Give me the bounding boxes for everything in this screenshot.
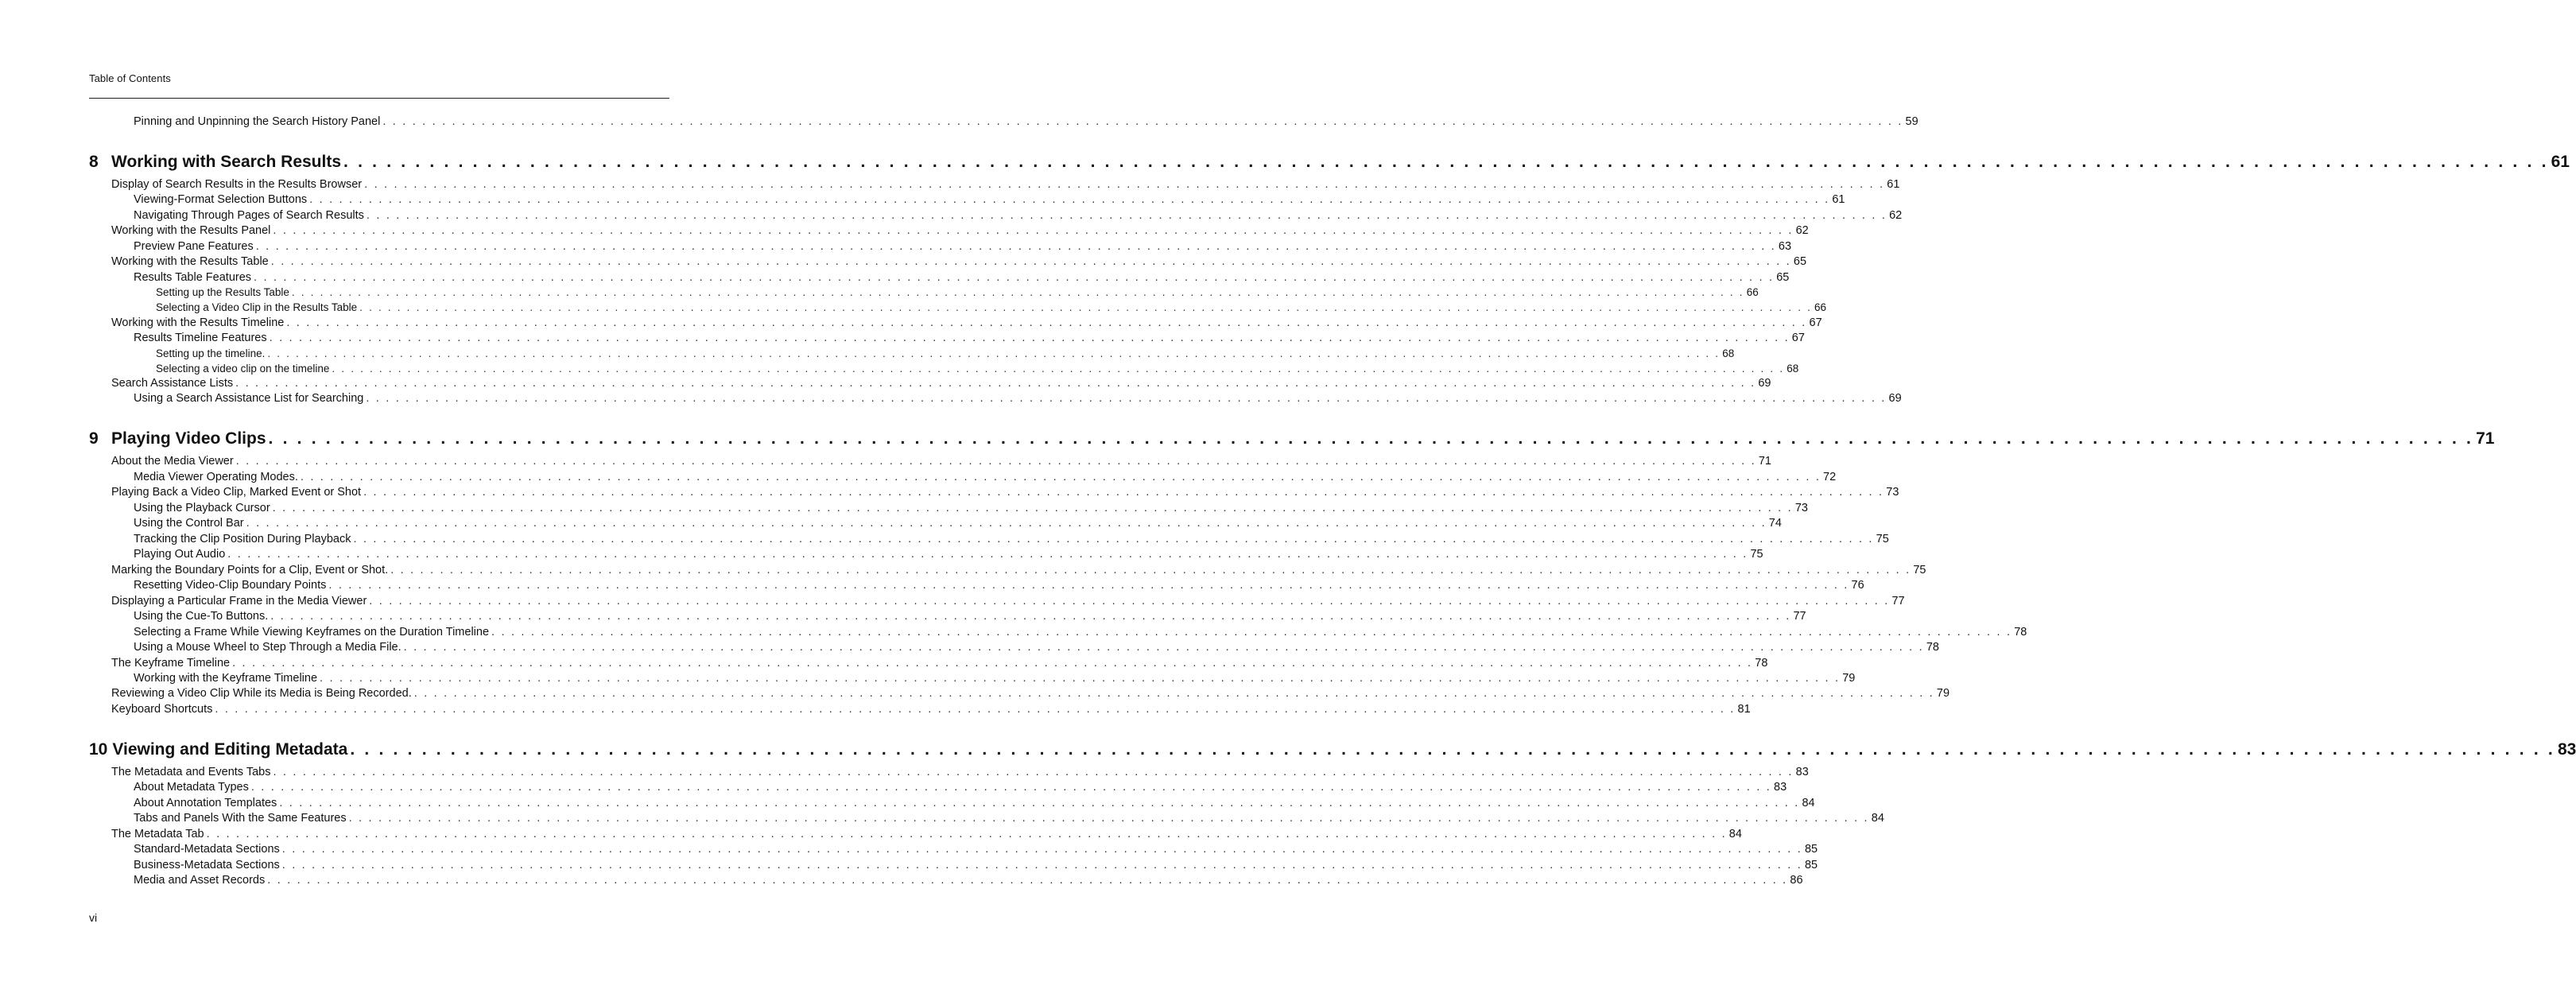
toc-entry[interactable]: [134, 115, 1918, 130]
toc-entry-page: 63: [1778, 240, 1792, 253]
toc-entry-page: 78: [2014, 626, 2027, 638]
toc-entry-title: Navigating Through Pages of Search Results: [134, 209, 364, 222]
toc-leader: . . . . . . . . . . . . . . . . . . . . . . . . . . . . . . . . . . . . . . . . . . . . . . . . . . . . . . . . . . . . . . . . . . . . . . . . . . . . . . . . . . . . . . . . . . . . . . . . . . . . . . . . . . . . . . . . . . . . . . . . . . . . . . . . . . . . . . . . . . . . . . . . . . . . . . . . . .: [246, 517, 1767, 530]
toc-leader: . . . . . . . . . . . . . . . . . . . . . . . . . . . . . . . . . . . . . . . . . . . . . . . . . . . . . . . . . . . . . . . . . . . . . . . . . . . . . . . . . . . . . . . . . . . . . . . . . . . . . . . . . . . . . . . . . . . . . . . . . . . . . . . . . . . . . . . . . . . . . . . . . . . . . . . . . .: [366, 209, 1887, 222]
running-header: Table of Contents: [89, 72, 171, 84]
toc-entry-page: 67: [1791, 332, 1805, 344]
toc-entry[interactable]: [134, 641, 1939, 656]
toc-entry-title: The Keyframe Timeline: [111, 657, 231, 670]
toc-leader: . . . . . . . . . . . . . . . . . . . . . . . . . . . . . . . . . . . . . . . . . . . . . . . . . . . . . . . . . . . . . . . . . . . . . . . . . . . . . . . . . . . . . . . . . . . . . . . . . . . . . . . . . . . . . . . . . . . . . . . . . . . . . . . . . . . . . . . . . . . . . . . . . . . . . . . . . .: [270, 255, 1791, 268]
chapter-number: 8: [89, 153, 99, 171]
toc-entry-page: 65: [1793, 255, 1807, 268]
toc-leader: . . . . . . . . . . . . . . . . . . . . . . . . . . . . . . . . . . . . . . . . . . . . . . . . . . . . . . . . . . . . . . . . . . . . . . . . . . . . . . . . . . . . . . . . . . . . . . . . . . . . . . . . . . . . . . . . . . . . . . . . . . . . . . . . . . . . . . . . . . . . . . . . . . . . . . . . . .: [268, 429, 2474, 448]
toc-entry[interactable]: [134, 332, 1805, 347]
toc-leader: . . . . . . . . . . . . . . . . . . . . . . . . . . . . . . . . . . . . . . . . . . . . . . . . . . . . . . . . . . . . . . . . . . . . . . . . . . . . . . . . . . . . . . . . . . . . . . . . . . . . . . . . . . . . . . . . . . . . . . . . . . . . . . . . . . . . . . . . . . . . . . . . . . . . . . . . . .: [348, 812, 1869, 825]
toc-leader: . . . . . . . . . . . . . . . . . . . . . . . . . . . . . . . . . . . . . . . . . . . . . . . . . . . . . . . . . . . . . . . . . . . . . . . . . . . . . . . . . . . . . . . . . . . . . . . . . . . . . . . . . . . . . . . . . . . . . . . . . . . . . . . . . . . . . . . . . . . . . . . . . . . . . . . . . .: [270, 610, 1791, 623]
toc-entry[interactable]: [111, 377, 1771, 392]
toc-entry[interactable]: [134, 209, 1903, 224]
toc-entry-page: 74: [1768, 517, 1782, 530]
toc-entry-page: 62: [1795, 224, 1809, 237]
toc-entry-page: 77: [1891, 595, 1905, 607]
toc-entry-title: Standard-Metadata Sections: [134, 843, 280, 856]
toc-entry-page: 75: [1750, 548, 1763, 561]
toc-leader: . . . . . . . . . . . . . . . . . . . . . . . . . . . . . . . . . . . . . . . . . . . . . . . . . . . . . . . . . . . . . . . . . . . . . . . . . . . . . . . . . . . . . . . . . . . . . . . . . . . . . . . . . . . . . . . . . . . . . . . . . . . . . . . . . . . . . . . . . . . . . . . . . . . . . . . . . .: [281, 843, 1802, 856]
toc-entry-title: About the Media Viewer: [111, 455, 234, 468]
toc-entry-page: 62: [1889, 209, 1903, 222]
toc-entry-page: 75: [1913, 564, 1926, 576]
toc-leader: . . . . . . . . . . . . . . . . . . . . . . . . . . . . . . . . . . . . . . . . . . . . . . . . . . . . . . . . . . . . . . . . . . . . . . . . . . . . . . . . . . . . . . . . . . . . . . . . . . . . . . . . . . . . . . . . . . . . . . . . . . . . . . . . . . . . . . . . . . . . . . . . . . . . . . . . . .: [272, 502, 1793, 514]
toc-leader: . . . . . . . . . . . . . . . . . . . . . . . . . . . . . . . . . . . . . . . . . . . . . . . . . . . . . . . . . . . . . . . . . . . . . . . . . . . . . . . . . . . . . . . . . . . . . . . . . . . . . . . . . . . . . . . . . . . . . . . . . . . . . . . . . . . . . . . . . . . . . . . . . . . . . . . . . .: [250, 781, 1772, 794]
toc-entry-page: 81: [1737, 703, 1751, 716]
toc-leader: . . . . . . . . . . . . . . . . . . . . . . . . . . . . . . . . . . . . . . . . . . . . . . . . . . . . . . . . . . . . . . . . . . . . . . . . . . . . . . . . . . . . . . . . . . . . . . . . . . . . . . . . . . . . . . . . . . . . . . . . . . . . . . . . . . . . . . . . . . . . . . . . . . . . . . . . . .: [363, 486, 1884, 499]
toc-leader: . . . . . . . . . . . . . . . . . . . . . . . . . . . . . . . . . . . . . . . . . . . . . . . . . . . . . . . . . . . . . . . . . . . . . . . . . . . . . . . . . . . . . . . . . . . . . . . . . . . . . . . . . . . . . . . . . . . . . . . . . . . . . . . . . . . . . . . . . . . . . . . . . . . . . . . . . .: [382, 115, 1903, 128]
toc-leader: . . . . . . . . . . . . . . . . . . . . . . . . . . . . . . . . . . . . . . . . . . . . . . . . . . . . . . . . . . . . . . . . . . . . . . . . . . . . . . . . . . . . . . . . . . . . . . . . . . . . . . . . . . . . . . . . . . . . . . . . . . . . . . . . . . . . . . . . . . . . . . . . . . . . . . . . . .: [206, 828, 1727, 840]
toc-leader: . . . . . . . . . . . . . . . . . . . . . . . . . . . . . . . . . . . . . . . . . . . . . . . . . . . . . . . . . . . . . . . . . . . . . . . . . . . . . . . . . . . . . . . . . . . . . . . . . . . . . . . . . . . . . . . . . . . . . . . . . . . . . . . . . . . . . . . . . . . . . . . . . . . . . . . . . .: [254, 271, 1775, 284]
toc-entry[interactable]: [134, 517, 1782, 532]
toc-entry[interactable]: [134, 271, 1790, 286]
toc-entry-page: 83: [1774, 781, 1787, 794]
toc-entry[interactable]: [134, 874, 1803, 889]
toc-entry-page: 69: [1758, 377, 1771, 390]
chapter-title: Playing Video Clips: [111, 429, 266, 448]
toc-entry-title: Using a Search Assistance List for Searching: [134, 392, 364, 405]
toc-entry-title: Displaying a Particular Frame in the Media Viewer: [111, 595, 367, 607]
toc-entry[interactable]: [156, 363, 1799, 377]
toc-entry-title: Selecting a video clip on the timeline: [156, 363, 330, 375]
chapter-page: 71: [2476, 429, 2495, 448]
toc-entry[interactable]: [111, 657, 1768, 672]
toc-entry-title: Viewing-Format Selection Buttons: [134, 193, 308, 206]
toc-entry-page: 84: [1728, 828, 1742, 840]
toc-leader: . . . . . . . . . . . . . . . . . . . . . . . . . . . . . . . . . . . . . . . . . . . . . . . . . . . . . . . . . . . . . . . . . . . . . . . . . . . . . . . . . . . . . . . . . . . . . . . . . . . . . . . . . . . . . . . . . . . . . . . . . . . . . . . . . . . . . . . . . . . . . . . . . . . . . . . . . .: [300, 471, 1821, 483]
toc-entry[interactable]: [134, 193, 1845, 208]
toc-entry-page: 67: [1809, 316, 1822, 329]
toc-entry-page: 75: [1876, 533, 1889, 545]
page-number: vi: [89, 911, 98, 924]
toc-leader: . . . . . . . . . . . . . . . . . . . . . . . . . . . . . . . . . . . . . . . . . . . . . . . . . . . . . . . . . . . . . . . . . . . . . . . . . . . . . . . . . . . . . . . . . . . . . . . . . . . . . . . . . . . . . . . . . . . . . . . . . . . . . . . . . . . . . . . . . . . . . . . . . . . . . . . . . .: [403, 641, 1924, 654]
toc-entry-title: Playing Back a Video Clip, Marked Event or Shot: [111, 486, 362, 499]
toc-entry[interactable]: [156, 301, 1827, 316]
toc-entry[interactable]: [111, 564, 1926, 579]
toc-entry-title: Working with the Results Timeline: [111, 316, 285, 329]
chapter-page: 61: [2551, 153, 2570, 171]
toc-entry-page: 85: [1804, 859, 1818, 871]
toc-leader: . . . . . . . . . . . . . . . . . . . . . . . . . . . . . . . . . . . . . . . . . . . . . . . . . . . . . . . . . . . . . . . . . . . . . . . . . . . . . . . . . . . . . . . . . . . . . . . . . . . . . . . . . . . . . . . . . . . . . . . . . . . . . . . . . . . . . . . . . . . . . . . . . . . . . . . . . .: [267, 347, 1721, 359]
toc-entry[interactable]: [134, 392, 1902, 407]
toc-entry-title: Business-Metadata Sections: [134, 859, 280, 871]
toc-entry-page: 65: [1776, 271, 1790, 284]
toc-entry-title: Keyboard Shortcuts: [111, 703, 213, 716]
toc-entry-page: 76: [1851, 579, 1864, 592]
toc-entry-page: 68: [1787, 363, 1799, 375]
toc-entry-title: Using the Playback Cursor: [134, 502, 270, 514]
toc-entry[interactable]: [156, 286, 1759, 301]
toc-entry[interactable]: [134, 859, 1818, 874]
chapter-title: Working with Search Results: [111, 153, 342, 171]
toc-entry-title: Preview Pane Features: [134, 240, 254, 253]
toc-entry-title: Results Timeline Features: [134, 332, 267, 344]
toc-entry[interactable]: [111, 595, 1905, 610]
toc-entry-title: Selecting a Frame While Viewing Keyframes on the Duration Timeline: [134, 626, 490, 638]
toc-entry[interactable]: [111, 828, 1742, 843]
toc-leader: . . . . . . . . . . . . . . . . . . . . . . . . . . . . . . . . . . . . . . . . . . . . . . . . . . . . . . . . . . . . . . . . . . . . . . . . . . . . . . . . . . . . . . . . . . . . . . . . . . . . . . . . . . . . . . . . . . . . . . . . . . . . . . . . . . . . . . . . . . . . . . . . . . . . . . . . . .: [273, 224, 1794, 237]
toc-leader: . . . . . . . . . . . . . . . . . . . . . . . . . . . . . . . . . . . . . . . . . . . . . . . . . . . . . . . . . . . . . . . . . . . . . . . . . . . . . . . . . . . . . . . . . . . . . . . . . . . . . . . . . . . . . . . . . . . . . . . . . . . . . . . . . . . . . . . . . . . . . . . . . . . . . . . . . .: [491, 626, 2012, 638]
toc-entry-title: Setting up the Results Table: [156, 286, 289, 298]
toc-leader: . . . . . . . . . . . . . . . . . . . . . . . . . . . . . . . . . . . . . . . . . . . . . . . . . . . . . . . . . . . . . . . . . . . . . . . . . . . . . . . . . . . . . . . . . . . . . . . . . . . . . . . . . . . . . . . . . . . . . . . . . . . . . . . . . . . . . . . . . . . . . . . . . . . . . . . . . .: [320, 672, 1841, 685]
toc-entry[interactable]: [111, 178, 1900, 193]
toc-entry-title: Pinning and Unpinning the Search History Panel: [134, 115, 381, 128]
chapter-number: 10: [89, 740, 108, 759]
toc-entry[interactable]: [111, 224, 1809, 239]
toc-entry[interactable]: [111, 703, 1751, 718]
toc-entry-page: 84: [1802, 797, 1815, 809]
toc-entry-page: 84: [1871, 812, 1884, 825]
toc-entry-title: Resetting Video-Clip Boundary Points: [134, 579, 327, 592]
toc-leader: . . . . . . . . . . . . . . . . . . . . . . . . . . . . . . . . . . . . . . . . . . . . . . . . . . . . . . . . . . . . . . . . . . . . . . . . . . . . . . . . . . . . . . . . . . . . . . . . . . . . . . . . . . . . . . . . . . . . . . . . . . . . . . . . . . . . . . . . . . . . . . . . . . . . . . . . . .: [286, 316, 1807, 329]
toc-entry-title: Using the Control Bar: [134, 517, 244, 530]
toc-entry[interactable]: [134, 533, 1889, 548]
toc-entry-title: About Metadata Types: [134, 781, 249, 794]
toc-entry-page: 83: [1795, 766, 1809, 778]
toc-entry[interactable]: [134, 579, 1864, 594]
toc-entry-page: 68: [1722, 347, 1735, 359]
toc-entry-page: 73: [1794, 502, 1808, 514]
toc-entry-title: Results Table Features: [134, 271, 252, 284]
toc-entry[interactable]: [111, 316, 1822, 332]
toc-entry-page: 77: [1793, 610, 1806, 623]
toc-leader: . . . . . . . . . . . . . . . . . . . . . . . . . . . . . . . . . . . . . . . . . . . . . . . . . . . . . . . . . . . . . . . . . . . . . . . . . . . . . . . . . . . . . . . . . . . . . . . . . . . . . . . . . . . . . . . . . . . . . . . . . . . . . . . . . . . . . . . . . . . . . . . . . . . . . . . . . .: [232, 657, 1753, 670]
toc-entry-title: Playing Out Audio: [134, 548, 226, 561]
toc-entry-title: Tracking the Clip Position During Playback: [134, 533, 351, 545]
toc-entry[interactable]: [134, 610, 1806, 625]
toc-leader: . . . . . . . . . . . . . . . . . . . . . . . . . . . . . . . . . . . . . . . . . . . . . . . . . . . . . . . . . . . . . . . . . . . . . . . . . . . . . . . . . . . . . . . . . . . . . . . . . . . . . . . . . . . . . . . . . . . . . . . . . . . . . . . . . . . . . . . . . . . . . . . . . . . . . . . . . .: [309, 193, 1830, 206]
toc-entry[interactable]: [111, 255, 1807, 270]
toc-leader: . . . . . . . . . . . . . . . . . . . . . . . . . . . . . . . . . . . . . . . . . . . . . . . . . . . . . . . . . . . . . . . . . . . . . . . . . . . . . . . . . . . . . . . . . . . . . . . . . . . . . . . . . . . . . . . . . . . . . . . . . . . . . . . . . . . . . . . . . . . . . . . . . . . . . . . . . .: [353, 533, 1874, 545]
toc-entry-page: 72: [1823, 471, 1837, 483]
toc-leader: . . . . . . . . . . . . . . . . . . . . . . . . . . . . . . . . . . . . . . . . . . . . . . . . . . . . . . . . . . . . . . . . . . . . . . . . . . . . . . . . . . . . . . . . . . . . . . . . . . . . . . . . . . . . . . . . . . . . . . . . . . . . . . . . . . . . . . . . . . . . . . . . . . . . . . . . . .: [369, 595, 1890, 607]
toc-entry-title: Working with the Results Table: [111, 255, 269, 268]
toc-entry[interactable]: [111, 455, 1771, 470]
toc-entry[interactable]: [134, 812, 1884, 827]
toc-entry-title: Media Viewer Operating Modes.: [134, 471, 298, 483]
toc-entry-page: 69: [1888, 392, 1902, 405]
toc-leader: . . . . . . . . . . . . . . . . . . . . . . . . . . . . . . . . . . . . . . . . . . . . . . . . . . . . . . . . . . . . . . . . . . . . . . . . . . . . . . . . . . . . . . . . . . . . . . . . . . . . . . . . . . . . . . . . . . . . . . . . . . . . . . . . . . . . . . . . . . . . . . . . . . . . . . . . . .: [235, 377, 1756, 390]
toc-leader: . . . . . . . . . . . . . . . . . . . . . . . . . . . . . . . . . . . . . . . . . . . . . . . . . . . . . . . . . . . . . . . . . . . . . . . . . . . . . . . . . . . . . . . . . . . . . . . . . . . . . . . . . . . . . . . . . . . . . . . . . . . . . . . . . . . . . . . . . . . . . . . . . . . . . . . . . .: [332, 363, 1785, 375]
toc-entry-title: Working with the Results Panel: [111, 224, 271, 237]
toc-leader: . . . . . . . . . . . . . . . . . . . . . . . . . . . . . . . . . . . . . . . . . . . . . . . . . . . . . . . . . . . . . . . . . . . . . . . . . . . . . . . . . . . . . . . . . . . . . . . . . . . . . . . . . . . . . . . . . . . . . . . . . . . . . . . . . . . . . . . . . . . . . . . . . . . . . . . . . .: [390, 564, 1911, 576]
chapter-heading-8[interactable]: [89, 153, 2570, 175]
toc-entry-page: 71: [1758, 455, 1771, 468]
toc-entry[interactable]: [134, 548, 1763, 563]
chapter-number: 9: [89, 429, 99, 448]
toc-entry-title: About Annotation Templates: [134, 797, 277, 809]
toc-entry-page: 59: [1905, 115, 1918, 128]
toc-entry[interactable]: [134, 797, 1815, 812]
toc-entry-title: Selecting a Video Clip in the Results Table: [156, 301, 358, 313]
toc-entry-title: Tabs and Panels With the Same Features: [134, 812, 347, 825]
toc-leader: . . . . . . . . . . . . . . . . . . . . . . . . . . . . . . . . . . . . . . . . . . . . . . . . . . . . . . . . . . . . . . . . . . . . . . . . . . . . . . . . . . . . . . . . . . . . . . . . . . . . . . . . . . . . . . . . . . . . . . . . . . . . . . . . . . . . . . . . . . . . . . . . . . . . . . . . . .: [227, 548, 1748, 561]
toc-entry-page: 79: [1936, 687, 1950, 700]
toc-entry-title: Search Assistance Lists: [111, 377, 234, 390]
toc-entry-page: 78: [1926, 641, 1939, 654]
toc-entry-page: 61: [1832, 193, 1845, 206]
toc-entry[interactable]: [134, 471, 1837, 486]
toc-entry-page: 79: [1842, 672, 1856, 685]
toc-leader: . . . . . . . . . . . . . . . . . . . . . . . . . . . . . . . . . . . . . . . . . . . . . . . . . . . . . . . . . . . . . . . . . . . . . . . . . . . . . . . . . . . . . . . . . . . . . . . . . . . . . . . . . . . . . . . . . . . . . . . . . . . . . . . . . . . . . . . . . . . . . . . . . . . . . . . . . .: [269, 332, 1790, 344]
toc-leader: . . . . . . . . . . . . . . . . . . . . . . . . . . . . . . . . . . . . . . . . . . . . . . . . . . . . . . . . . . . . . . . . . . . . . . . . . . . . . . . . . . . . . . . . . . . . . . . . . . . . . . . . . . . . . . . . . . . . . . . . . . . . . . . . . . . . . . . . . . . . . . . . . . . . . . . . . .: [267, 874, 1788, 887]
toc-entry[interactable]: [156, 347, 1735, 362]
toc-leader: . . . . . . . . . . . . . . . . . . . . . . . . . . . . . . . . . . . . . . . . . . . . . . . . . . . . . . . . . . . . . . . . . . . . . . . . . . . . . . . . . . . . . . . . . . . . . . . . . . . . . . . . . . . . . . . . . . . . . . . . . . . . . . . . . . . . . . . . . . . . . . . . . . . . . . . . . .: [350, 740, 2555, 759]
toc-entry-title: Using a Mouse Wheel to Step Through a Media File.: [134, 641, 402, 654]
toc-entry-page: 61: [1887, 178, 1900, 191]
chapter-title: Viewing and Editing Metadata: [112, 740, 348, 759]
toc-entry-title: The Metadata Tab: [111, 828, 204, 840]
toc-entry-title: Working with the Keyframe Timeline: [134, 672, 318, 685]
toc-leader: . . . . . . . . . . . . . . . . . . . . . . . . . . . . . . . . . . . . . . . . . . . . . . . . . . . . . . . . . . . . . . . . . . . . . . . . . . . . . . . . . . . . . . . . . . . . . . . . . . . . . . . . . . . . . . . . . . . . . . . . . . . . . . . . . . . . . . . . . . . . . . . . . . . . . . . . . .: [328, 579, 1849, 592]
toc-leader: . . . . . . . . . . . . . . . . . . . . . . . . . . . . . . . . . . . . . . . . . . . . . . . . . . . . . . . . . . . . . . . . . . . . . . . . . . . . . . . . . . . . . . . . . . . . . . . . . . . . . . . . . . . . . . . . . . . . . . . . . . . . . . . . . . . . . . . . . . . . . . . . . . . . . . . . . .: [215, 703, 1736, 716]
toc-leader: . . . . . . . . . . . . . . . . . . . . . . . . . . . . . . . . . . . . . . . . . . . . . . . . . . . . . . . . . . . . . . . . . . . . . . . . . . . . . . . . . . . . . . . . . . . . . . . . . . . . . . . . . . . . . . . . . . . . . . . . . . . . . . . . . . . . . . . . . . . . . . . . . . . . . . . . . .: [255, 240, 1776, 253]
chapter-heading-9[interactable]: [89, 429, 2495, 452]
toc-entry[interactable]: [111, 687, 1950, 702]
toc-leader: . . . . . . . . . . . . . . . . . . . . . . . . . . . . . . . . . . . . . . . . . . . . . . . . . . . . . . . . . . . . . . . . . . . . . . . . . . . . . . . . . . . . . . . . . . . . . . . . . . . . . . . . . . . . . . . . . . . . . . . . . . . . . . . . . . . . . . . . . . . . . . . . . . . . . . . . . .: [281, 859, 1802, 871]
toc-entry-page: 73: [1886, 486, 1899, 499]
toc-leader: . . . . . . . . . . . . . . . . . . . . . . . . . . . . . . . . . . . . . . . . . . . . . . . . . . . . . . . . . . . . . . . . . . . . . . . . . . . . . . . . . . . . . . . . . . . . . . . . . . . . . . . . . . . . . . . . . . . . . . . . . . . . . . . . . . . . . . . . . . . . . . . . . . . . . . . . . .: [364, 178, 1885, 191]
toc-entry-title: Display of Search Results in the Results Browser: [111, 178, 363, 191]
chapter-page: 83: [2557, 740, 2576, 759]
toc-entry-title: Setting up the timeline.: [156, 347, 266, 359]
toc-leader: . . . . . . . . . . . . . . . . . . . . . . . . . . . . . . . . . . . . . . . . . . . . . . . . . . . . . . . . . . . . . . . . . . . . . . . . . . . . . . . . . . . . . . . . . . . . . . . . . . . . . . . . . . . . . . . . . . . . . . . . . . . . . . . . . . . . . . . . . . . . . . . . . . . . . . . . . .: [359, 301, 1813, 313]
toc-entry[interactable]: [134, 240, 1792, 255]
toc-leader: . . . . . . . . . . . . . . . . . . . . . . . . . . . . . . . . . . . . . . . . . . . . . . . . . . . . . . . . . . . . . . . . . . . . . . . . . . . . . . . . . . . . . . . . . . . . . . . . . . . . . . . . . . . . . . . . . . . . . . . . . . . . . . . . . . . . . . . . . . . . . . . . . . . . . . . . . .: [413, 687, 1934, 700]
toc-leader: . . . . . . . . . . . . . . . . . . . . . . . . . . . . . . . . . . . . . . . . . . . . . . . . . . . . . . . . . . . . . . . . . . . . . . . . . . . . . . . . . . . . . . . . . . . . . . . . . . . . . . . . . . . . . . . . . . . . . . . . . . . . . . . . . . . . . . . . . . . . . . . . . . . . . . . . . .: [273, 766, 1794, 778]
toc-entry[interactable]: [134, 672, 1856, 687]
chapter-heading-10[interactable]: [89, 740, 2576, 763]
toc-entry[interactable]: [111, 766, 1809, 781]
toc-leader: . . . . . . . . . . . . . . . . . . . . . . . . . . . . . . . . . . . . . . . . . . . . . . . . . . . . . . . . . . . . . . . . . . . . . . . . . . . . . . . . . . . . . . . . . . . . . . . . . . . . . . . . . . . . . . . . . . . . . . . . . . . . . . . . . . . . . . . . . . . . . . . . . . . . . . . . . .: [343, 153, 2549, 171]
toc-entry[interactable]: [134, 626, 2027, 641]
toc-entry-title: The Metadata and Events Tabs: [111, 766, 271, 778]
toc-leader: . . . . . . . . . . . . . . . . . . . . . . . . . . . . . . . . . . . . . . . . . . . . . . . . . . . . . . . . . . . . . . . . . . . . . . . . . . . . . . . . . . . . . . . . . . . . . . . . . . . . . . . . . . . . . . . . . . . . . . . . . . . . . . . . . . . . . . . . . . . . . . . . . . . . . . . . . .: [366, 392, 1887, 405]
toc-entry-title: Marking the Boundary Points for a Clip, Event or Shot.: [111, 564, 389, 576]
toc-entry-title: Using the Cue-To Buttons.: [134, 610, 269, 623]
toc-entry-page: 66: [1746, 286, 1759, 298]
toc-entry-page: 66: [1814, 301, 1827, 313]
toc-leader: . . . . . . . . . . . . . . . . . . . . . . . . . . . . . . . . . . . . . . . . . . . . . . . . . . . . . . . . . . . . . . . . . . . . . . . . . . . . . . . . . . . . . . . . . . . . . . . . . . . . . . . . . . . . . . . . . . . . . . . . . . . . . . . . . . . . . . . . . . . . . . . . . . . . . . . . . .: [235, 455, 1756, 468]
toc-entry[interactable]: [134, 843, 1818, 858]
toc-entry-page: 85: [1804, 843, 1818, 856]
toc-entry-page: 78: [1755, 657, 1768, 670]
toc-entry-title: Reviewing a Video Clip While its Media is Being Recorded.: [111, 687, 412, 700]
toc-entry[interactable]: [134, 781, 1787, 796]
toc-entry[interactable]: [111, 486, 1899, 501]
toc-leader: . . . . . . . . . . . . . . . . . . . . . . . . . . . . . . . . . . . . . . . . . . . . . . . . . . . . . . . . . . . . . . . . . . . . . . . . . . . . . . . . . . . . . . . . . . . . . . . . . . . . . . . . . . . . . . . . . . . . . . . . . . . . . . . . . . . . . . . . . . . . . . . . . . . . . . . . . .: [291, 286, 1744, 298]
toc-entry-title: Media and Asset Records: [134, 874, 266, 887]
toc-entry-page: 86: [1790, 874, 1803, 887]
toc-entry[interactable]: [134, 502, 1808, 517]
toc-leader: . . . . . . . . . . . . . . . . . . . . . . . . . . . . . . . . . . . . . . . . . . . . . . . . . . . . . . . . . . . . . . . . . . . . . . . . . . . . . . . . . . . . . . . . . . . . . . . . . . . . . . . . . . . . . . . . . . . . . . . . . . . . . . . . . . . . . . . . . . . . . . . . . . . . . . . . . .: [279, 797, 1800, 809]
